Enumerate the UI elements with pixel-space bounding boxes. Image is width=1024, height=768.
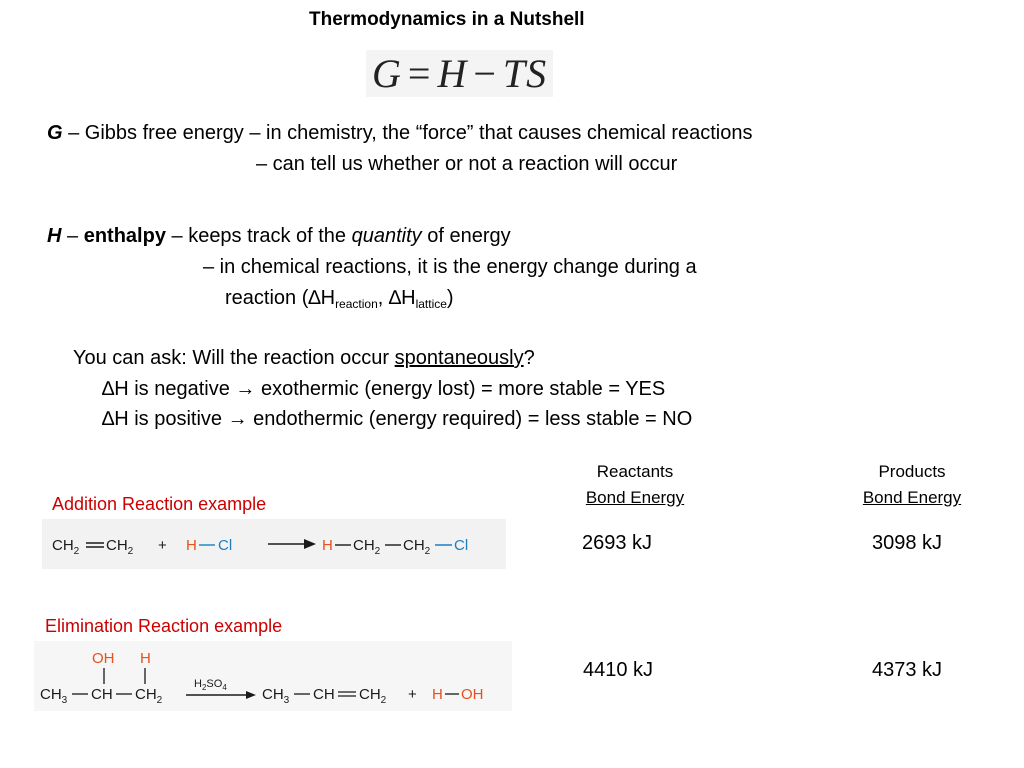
svg-text:CH2 [106, 537, 134, 557]
reagent-sub-4: 4 [222, 683, 227, 692]
page-title: Thermodynamics in a Nutshell [309, 9, 585, 30]
reagent-h: H [194, 678, 202, 690]
elim-sub-2: 2 [156, 695, 163, 706]
dh-negative-line: ∆H is negative → exothermic (energy lost) = more stable = YES [102, 378, 666, 400]
elim-h: H [140, 650, 151, 667]
svg-text:CH2 [359, 686, 387, 706]
reagent-so: SO [206, 678, 223, 690]
quantity-emphasis: quantity [351, 225, 422, 247]
prod-sub-2: 2 [380, 695, 387, 706]
h-def-post: of energy [421, 225, 511, 247]
elimination-equation-svg [34, 641, 512, 711]
svg-text:CH2 [403, 537, 431, 557]
elim-ch2: CH [135, 686, 157, 703]
g-definition-line1 [47, 121, 753, 145]
formula-minus: − [473, 51, 497, 96]
svg-text:CH3 [262, 686, 290, 706]
eq-sub-2d: 2 [424, 546, 431, 557]
eq-h-reagent: H [186, 537, 197, 554]
h-line3-mid: , ∆H [377, 287, 416, 309]
addition-reaction-label: Addition Reaction example [52, 494, 267, 514]
elimination-reactants-energy: 4410 kJ [583, 659, 654, 681]
gibbs-formula [366, 50, 553, 97]
reactants-header-line2: Bond Energy [585, 488, 685, 507]
prod-ch2: CH [359, 686, 381, 703]
elimination-products-energy: 4373 kJ [872, 659, 943, 681]
g-symbol: G [47, 122, 63, 144]
eq-cl-reagent: Cl [218, 537, 233, 554]
prod-h: H [432, 686, 443, 703]
eq-sub-2a: 2 [73, 546, 80, 557]
addition-products-energy: 3098 kJ [872, 532, 943, 554]
elim-ch3: CH [40, 686, 62, 703]
formula-g: G [372, 51, 402, 96]
ask-pre: You can ask: Will the reaction occur [73, 347, 395, 369]
h-definition-line1 [47, 224, 511, 248]
reactants-header [570, 462, 700, 508]
eq-ch2-b: CH [106, 537, 128, 554]
svg-text:CH2 [52, 537, 80, 557]
eq-sub-2c: 2 [374, 546, 381, 557]
spontaneously-text: spontaneously [394, 347, 524, 369]
reactants-header-line1: Reactants [596, 462, 674, 481]
dh-positive-line: ∆H is positive → endothermic (energy required) = less stable = NO [102, 408, 693, 430]
products-header [846, 462, 978, 508]
eq-ch2-d: CH [403, 537, 425, 554]
sub-lattice: lattice [415, 297, 447, 311]
addition-reaction-image [42, 519, 506, 569]
h-dash: – [61, 225, 84, 247]
ask-post: ? [523, 347, 535, 369]
elimination-reaction-image [34, 641, 512, 711]
addition-equation-svg [42, 519, 506, 569]
elim-ch: CH [91, 686, 113, 703]
h-line3-pre: reaction (∆H [225, 287, 336, 309]
g-definition-line2: – can tell us whether or not a reaction will occur [256, 153, 678, 175]
eq-plus: + [158, 537, 167, 554]
h-def-pre: – keeps track of the [165, 225, 352, 247]
eq-ch2-c: CH [353, 537, 375, 554]
prod-plus: + [408, 686, 417, 703]
prod-sub-3: 3 [283, 695, 290, 706]
elimination-reaction-label: Elimination Reaction example [45, 616, 283, 636]
eq-h-product: H [322, 537, 333, 554]
h-symbol: H [47, 225, 62, 247]
prod-ch: CH [313, 686, 335, 703]
elim-sub-3: 3 [61, 695, 68, 706]
svg-text:CH2 [353, 537, 381, 557]
products-header-line2: Bond Energy [862, 488, 962, 507]
g-definition-text: – Gibbs free energy – in chemistry, the “force” that causes chemical reactions [62, 122, 753, 144]
h-definition-line2: – in chemical reactions, it is the energy change during a [203, 256, 697, 278]
eq-sub-2b: 2 [127, 546, 134, 557]
sub-reaction: reaction [335, 297, 378, 311]
formula-h: H [437, 51, 468, 96]
h-line3-post: ) [446, 287, 454, 309]
enthalpy-term: enthalpy [83, 225, 166, 247]
addition-reactants-energy: 2693 kJ [582, 532, 653, 554]
ask-question [73, 346, 535, 370]
h-definition-line3 [225, 286, 454, 310]
elim-oh: OH [92, 650, 115, 667]
reagent-sub-2: 2 [201, 683, 207, 692]
products-header-line1: Products [878, 462, 946, 481]
eq-cl-product: Cl [454, 537, 469, 554]
prod-oh: OH [461, 686, 484, 703]
formula-ts: TS [502, 51, 548, 96]
prod-ch3: CH [262, 686, 284, 703]
svg-text:CH3 [40, 686, 68, 706]
elim-arrow-head [246, 691, 256, 699]
formula-eq: = [407, 51, 432, 96]
svg-text:CH2 [135, 686, 163, 706]
svg-text:H2SO4 [194, 678, 227, 692]
reaction-arrow-head [304, 539, 316, 549]
eq-ch2-a: CH [52, 537, 74, 554]
